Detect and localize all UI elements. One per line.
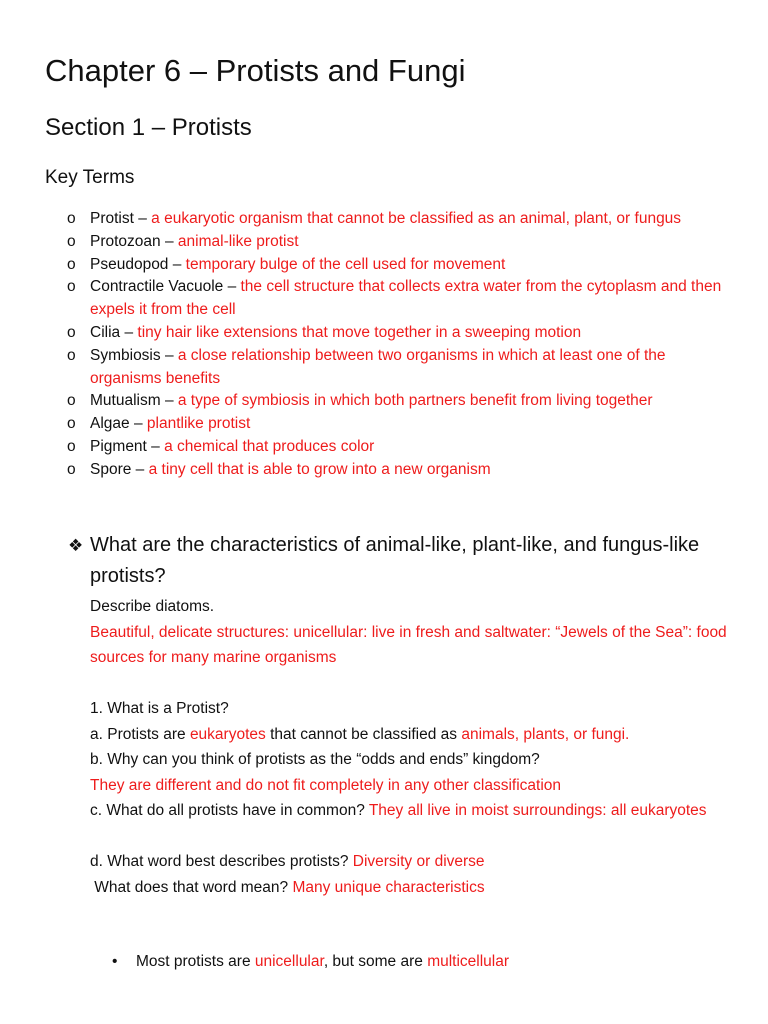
q1-c-question: c. What do all protists have in common? [90, 802, 369, 819]
term-bullet-icon: o [67, 346, 76, 364]
q1-part-c [90, 798, 740, 824]
term-separator: – [160, 392, 178, 410]
diamond-bullet-icon: ❖ [68, 536, 84, 555]
term-definition: a type of symbiosis in which both partners benefit from living together [177, 392, 653, 410]
term-separator: – [146, 437, 165, 455]
term-definition: animal-like protist [177, 232, 299, 250]
term-separator: – [129, 415, 147, 433]
term-name: Symbiosis [90, 346, 161, 364]
term-name: Pseudopod [90, 255, 169, 273]
term-bullet-icon: o [67, 437, 76, 455]
key-terms-list [64, 208, 734, 482]
term-name: Spore [90, 460, 132, 478]
diatoms-prompt: Describe diatoms. [90, 598, 215, 615]
meaning-answer: Many unique characteristics [292, 878, 485, 896]
term-separator: – [160, 346, 178, 364]
key-term-item [64, 345, 734, 391]
q1-a-answer-eukaryotes: eukaryotes [189, 725, 266, 743]
term-bullet-icon: o [67, 415, 76, 433]
q1-d-question: d. What word best describes protists? [90, 853, 353, 870]
term-separator: – [131, 460, 149, 478]
question-text: What are the characteristics of animal-like, plant-like, and fungus-like protists? [90, 534, 700, 587]
term-bullet-icon: o [67, 460, 76, 478]
key-term-item [64, 276, 734, 322]
bullet-answer-unicellular: unicellular [254, 953, 324, 970]
term-bullet-icon: o [67, 392, 76, 410]
term-name: Algae [90, 415, 130, 433]
q1-word-meaning [90, 875, 740, 901]
q1-a-mid: that cannot be classified as [265, 725, 462, 743]
term-definition: tiny hair like extensions that move together in a sweeping motion [137, 323, 582, 341]
term-definition: a chemical that produces color [164, 437, 375, 455]
section-title: Section 1 – Protists [45, 114, 252, 141]
q1-part-b-answer: They are different and do not fit completely in any other classification [90, 776, 562, 794]
answer-body [90, 594, 740, 900]
term-name: Pigment [90, 437, 147, 455]
term-definition: plantlike protist [146, 415, 251, 433]
q1-a-answer-kingdoms: animals, plants, or fungi. [461, 725, 630, 743]
key-term-item [64, 390, 734, 413]
q1-a-prefix: a. Protists are [90, 725, 190, 743]
term-separator: – [133, 210, 152, 227]
term-name: Mutualism [90, 392, 161, 410]
term-bullet-icon: o [67, 232, 76, 250]
key-term-item [64, 254, 734, 277]
q1-c-answer: They all live in moist surroundings: all eukaryotes [368, 802, 707, 819]
term-bullet-icon: o [67, 323, 76, 341]
key-term-item [64, 208, 734, 231]
spacer [90, 824, 740, 850]
chapter-title: Chapter 6 – Protists and Fungi [45, 53, 466, 88]
meaning-question: What does that word mean? [90, 878, 293, 896]
diatoms-answer: Beautiful, delicate structures: unicellular: live in fresh and saltwater: “Jewels of the Sea”: food sources for many marine organisms [90, 623, 727, 666]
q1-part-a [90, 722, 740, 748]
q1-part-d [90, 849, 740, 875]
term-definition: a eukaryotic organism that cannot be classified as an animal, plant, or fungus [151, 210, 682, 227]
key-term-item [64, 231, 734, 254]
term-definition: the cell structure that collects extra water from the cytoplasm and then expels it from the cell [90, 278, 722, 319]
term-name: Cilia [90, 323, 121, 341]
key-term-item [64, 413, 734, 436]
term-definition: temporary bulge of the cell used for movement [185, 255, 506, 273]
bullet-prefix: Most protists are [136, 953, 255, 970]
spacer [90, 671, 740, 697]
term-separator: – [223, 278, 241, 296]
question-block [68, 530, 728, 592]
term-bullet-icon: o [67, 255, 76, 273]
bullet-mid: , but some are [323, 953, 428, 970]
term-separator: – [120, 323, 138, 341]
term-name: Contractile Vacuole [90, 278, 224, 296]
term-separator: – [160, 232, 178, 250]
term-separator: – [168, 255, 186, 273]
key-term-item [64, 322, 734, 345]
unicellular-bullet [112, 949, 509, 975]
term-definition: a close relationship between two organisms in which at least one of the organisms benefits [90, 346, 666, 387]
term-bullet-icon: o [67, 278, 76, 296]
term-bullet-icon: o [67, 210, 76, 227]
q1-d-answer: Diversity or diverse [352, 853, 485, 870]
key-terms-heading: Key Terms [45, 167, 135, 188]
bullet-dot-icon: • [112, 953, 118, 970]
bullet-answer-multicellular: multicellular [427, 953, 510, 970]
term-name: Protozoan [90, 232, 161, 250]
term-definition: a tiny cell that is able to grow into a new organism [148, 460, 491, 478]
key-term-item [64, 459, 734, 482]
term-name: Protist [90, 210, 134, 227]
q1-heading: 1. What is a Protist? [90, 700, 229, 717]
q1-part-b-question: b. Why can you think of protists as the “odds and ends” kingdom? [90, 751, 540, 768]
key-term-item [64, 436, 734, 459]
